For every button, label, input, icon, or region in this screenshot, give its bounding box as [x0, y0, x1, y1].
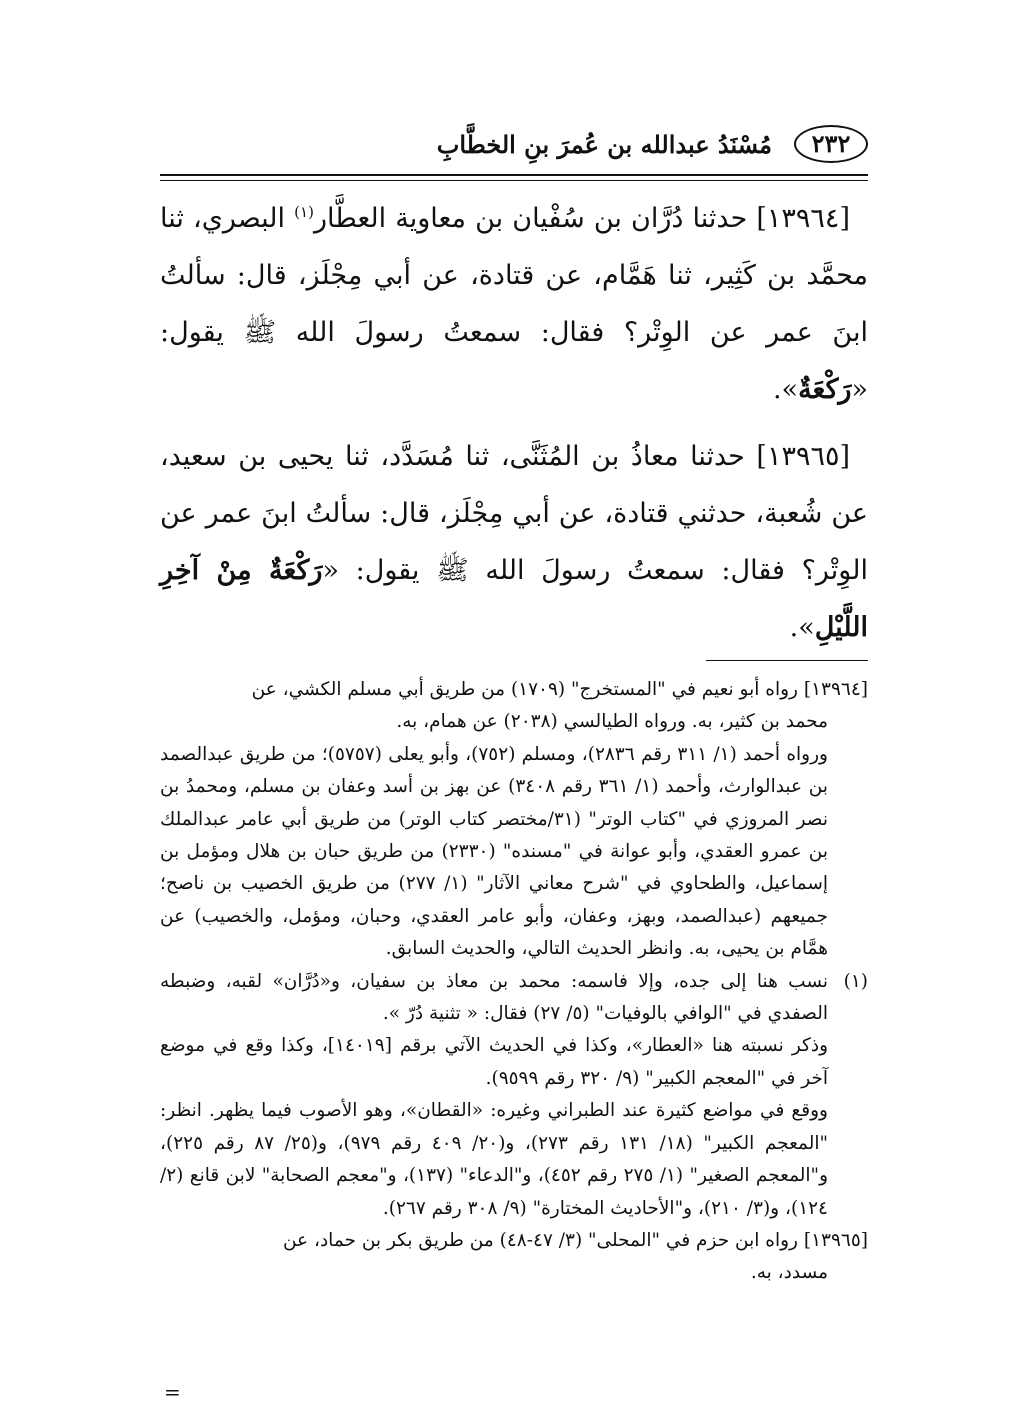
- hadith-number: [١٣٩٦٤]: [756, 203, 850, 234]
- page-header: [160, 118, 868, 170]
- hadith-13964: [160, 190, 868, 418]
- hadith-text: حدثنا دُرَّان بن سُفْيان بن معاوية العطَّار: [313, 203, 748, 234]
- footnote-body: [160, 966, 828, 1225]
- footnote-line: محمد بن كثير، به. ورواه الطيالسي (٢٠٣٨) عن همام، به.: [396, 711, 828, 733]
- footnote-line: مسدد، به.: [750, 1262, 828, 1284]
- footnotes: [160, 674, 868, 1290]
- hadith-end: ».: [772, 374, 799, 405]
- footnote-reference[interactable]: (١): [294, 203, 314, 221]
- footnote-paragraph: نسب هنا إلى جده، وإلا فاسمه: محمد بن معاذ بن سفيان، و«دُرَّان» لقبه، وضبطه الصفدي في "الوافي بالوفيات" (٥/ ٢٧) فقال: « تثنية دُرّ ».: [160, 970, 828, 1025]
- hadith-text: حدثنا معاذُ بن المُثَنَّى، ثنا مُسَدَّد، ثنا يحيى بن سعيد، عن شُعبة، حدثني قتادة، عن أبي مِجْلَز، قال: سألتُ ابنَ عمر عن الوِتْر؟ فقال: سمعتُ رسولَ الله ﷺ يقول: «: [160, 441, 868, 586]
- footnote-first-line: [١٣٩٦٤] رواه أبو نعيم في "المستخرج" (١٧٠٩) من طريق أبي مسلم الكشي، عن: [251, 679, 868, 700]
- hadith-number: [١٣٩٦٥]: [756, 441, 850, 472]
- continuation-mark: =: [164, 1380, 181, 1404]
- hadith-text: البصري، ثنا محمَّد بن كَثِير، ثنا هَمَّام، عن قتادة، عن أبي مِجْلَز، قال: سألتُ ابنَ عمر عن الوِتْر؟ فقال: سمعتُ رسولَ الله ﷺ يقول: «: [160, 203, 868, 405]
- footnote-line: ورواه أحمد (١/ ٣١١ رقم ٢٨٣٦)، ومسلم (٧٥٢)، وأبو يعلى (٥٧٥٧)؛ من طريق عبدالصمد بن عبدالوارث، وأحمد (١/ ٣٦١ رقم ٣٤٠٨) عن بهز بن أسد وعفان بن مسلم، ومحمدُ بن نصر المروزي في "كتاب الوتر" (٣١/مختصر كتاب الوتر) من طريق أبي عامر عبدالملك بن عمرو العقدي، وأبو عوانة في "مسنده" (٢٣٣٠) من طريق حبان بن هلال ومؤمل بن إسماعيل، والطحاوي في "شرح معاني الآثار" (١/ ٢٧٧) من طريق الخصيب بن ناصح؛ جميعهم (عبدالصمد، وبهز، وعفان، وأبو عامر العقدي، وحبان، ومؤمل، والخصيب) عن همَّام بن يحيى، به. وانظر الحديث التالي، والحديث السابق.: [160, 743, 828, 960]
- prophetic-saying: رَكْعَةٌ مِنْ آخِرِ اللَّيْلِ: [160, 555, 868, 643]
- footnote-paragraph: ووقع في مواضع كثيرة عند الطبراني وغيره: «القطان»، وهو الأصوب فيما يظهر. انظر: "المعجم الكبير" (١٨/ ١٣١ رقم ٢٧٣)، و(٢٠/ ٤٠٩ رقم ٩٧٩)، و(٢٥/ ٨٧ رقم ٢٢٥)، و"المعجم الصغير" (١/ ٢٧٥ رقم ٤٥٢)، و"الدعاء" (١٣٧)، و"معجم الصحابة" لابن قانع (٢/ ١٢٤)، و(٣/ ٢١٠)، و"الأحاديث المختارة" (٩/ ٣٠٨ رقم ٢٦٧).: [160, 1100, 829, 1219]
- hadith-end: ».: [789, 612, 815, 643]
- footnote-marker: (١): [843, 970, 868, 992]
- book-page: [160, 118, 868, 1404]
- running-title: مُسْنَدُ عبدالله بن عُمرَ بنِ الخطَّابِ: [436, 129, 772, 159]
- prophetic-saying: رَكْعَةٌ: [798, 374, 852, 405]
- footnote-paragraph: وذكر نسبته هنا «العطار»، وكذا في الحديث الآتي برقم [١٤٠١٩]، وكذا وقع في موضع آخر في "المعجم الكبير" (٩/ ٣٢٠ رقم ٩٥٩٩).: [160, 1035, 829, 1089]
- hadith-13965: [160, 428, 868, 656]
- footnote-13965: [160, 1225, 868, 1290]
- footnote-1: [160, 966, 868, 1225]
- footnote-separator: [706, 660, 868, 661]
- page-number: ٢٣٢: [794, 125, 868, 163]
- header-rule: [160, 174, 868, 181]
- footnote-first-line: [١٣٩٦٥] رواه ابن حزم في "المحلى" (٣/ ٤٧-٤٨) من طريق بكر بن حماد، عن: [282, 1229, 868, 1251]
- main-text: [160, 190, 868, 666]
- footnote-13964: [160, 674, 868, 966]
